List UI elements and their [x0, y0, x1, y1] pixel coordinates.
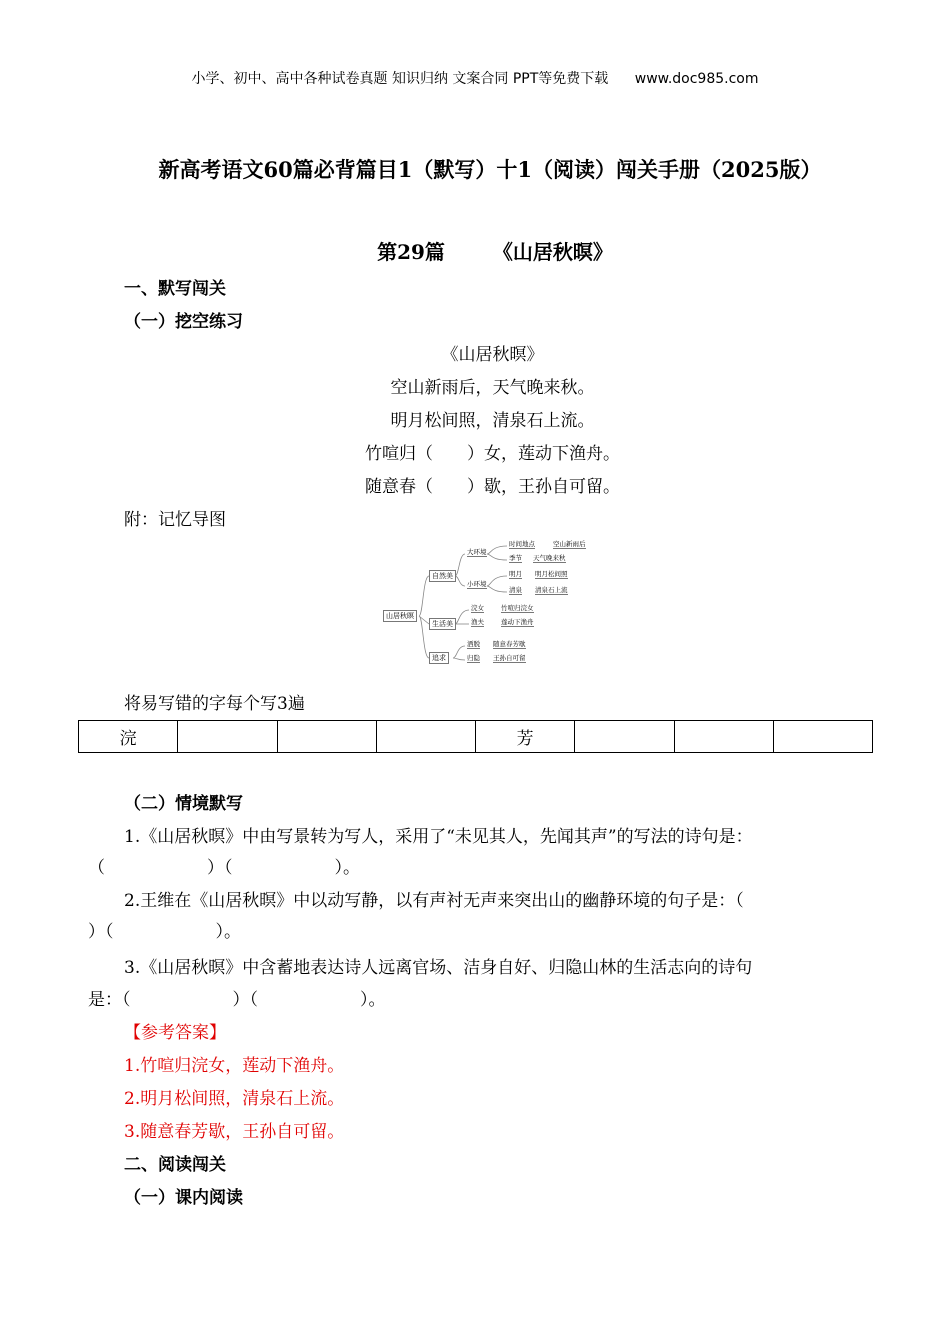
question-1: 1.《山居秋暝》中由写景转为写人，采用了“未见其人，先闻其声”的写法的诗句是：: [124, 827, 753, 847]
memory-mindmap: [383, 538, 613, 670]
header-site-link[interactable]: www.doc985.com: [634, 71, 759, 87]
answer-1: 1.竹喧归浣女，莲动下渔舟。: [124, 1056, 345, 1076]
practice-cell[interactable]: [178, 721, 277, 753]
part-number: 第29篇: [377, 240, 445, 264]
poem-line-1: 空山新雨后，天气晚来秋。: [390, 378, 595, 398]
answer-2: 2.明月松间照，清泉石上流。: [124, 1089, 345, 1109]
mindmap-value: 空山新雨后: [553, 540, 586, 548]
mindmap-key: 归隐: [467, 654, 480, 662]
mindmap-value: 王孙自可留: [493, 654, 526, 662]
document-subtitle: [0, 236, 950, 265]
question-2: 2.王维在《山居秋暝》中以动写静，以有声衬无声来突出山的幽静环境的句子是：（: [124, 891, 744, 911]
section1-heading: 一、默写闯关: [124, 279, 226, 299]
mindmap-key: 浣女: [471, 604, 484, 612]
poem-title: 《山居秋暝》: [441, 345, 544, 365]
practice-cell[interactable]: [773, 721, 872, 753]
page-header: [0, 68, 950, 88]
appendix-label: 附：记忆导图: [124, 510, 226, 530]
section1-sub1-heading: （一）挖空练习: [124, 312, 243, 332]
mindmap-value: 莲动下渔舟: [501, 618, 534, 626]
mindmap-small-env: 小环境: [467, 580, 487, 588]
mindmap-root: 山居秋暝: [383, 610, 417, 622]
mindmap-key: 季节: [509, 554, 522, 562]
answer-heading: 【参考答案】: [124, 1023, 226, 1043]
practice-char: 芳: [475, 721, 574, 753]
mindmap-big-env: 大环境: [467, 548, 487, 556]
document-title: 新高考语文60篇必背篇目1（默写）十1（阅读）闯关手册（2025版）: [158, 157, 822, 182]
mindmap-value: 竹喧归浣女: [501, 604, 534, 612]
mindmap-connectors: [383, 538, 613, 670]
practice-cell[interactable]: [277, 721, 376, 753]
practice-cell[interactable]: [575, 721, 674, 753]
mindmap-branch-nature: 自然美: [429, 570, 456, 582]
mindmap-value: 天气晚来秋: [533, 554, 566, 562]
practice-char: 浣: [79, 721, 178, 753]
section2-sub1-heading: （一）课内阅读: [124, 1188, 243, 1208]
table-row: [79, 721, 873, 753]
mindmap-key: 洒脱: [467, 640, 480, 648]
mindmap-branch-pursuit: 追求: [429, 652, 449, 664]
practice-table: [78, 720, 873, 753]
mindmap-value: 随意春芳歇: [493, 640, 526, 648]
answer-3: 3.随意春芳歇，王孙自可留。: [124, 1122, 345, 1142]
question-3: 3.《山居秋暝》中含蓄地表达诗人远离官场、洁身自好、归隐山林的生活志向的诗句: [124, 958, 753, 978]
mindmap-key: 明月: [509, 570, 522, 578]
practice-label: 将易写错的字每个写3遍: [124, 694, 305, 714]
question-1-blanks[interactable]: （ ）（ ）。: [88, 858, 360, 878]
poem-line-3: 竹喧归（ ）女，莲动下渔舟。: [365, 444, 620, 464]
poem-name: 《山居秋暝》: [492, 240, 613, 264]
question-2-blanks[interactable]: ）（ ）。: [88, 922, 241, 942]
section2-heading: 二、阅读闯关: [124, 1155, 226, 1175]
practice-cell[interactable]: [376, 721, 475, 753]
practice-cell[interactable]: [674, 721, 773, 753]
mindmap-branch-life: 生活美: [429, 618, 456, 630]
section1-sub2-heading: （二）情境默写: [124, 794, 243, 814]
mindmap-key: 时间地点: [509, 540, 535, 548]
header-text: 小学、初中、高中各种试卷真题 知识归纳 文案合同 PPT等免费下载: [191, 71, 609, 87]
mindmap-value: 清泉石上流: [535, 586, 568, 594]
poem-line-2: 明月松间照，清泉石上流。: [390, 411, 595, 431]
question-3-blanks[interactable]: 是：（ ）（ ）。: [88, 990, 386, 1010]
poem-line-4: 随意春（ ）歇，王孙自可留。: [365, 477, 620, 497]
mindmap-key: 渔夫: [471, 618, 484, 626]
mindmap-value: 明月松间照: [535, 570, 568, 578]
mindmap-key: 清泉: [509, 586, 522, 594]
